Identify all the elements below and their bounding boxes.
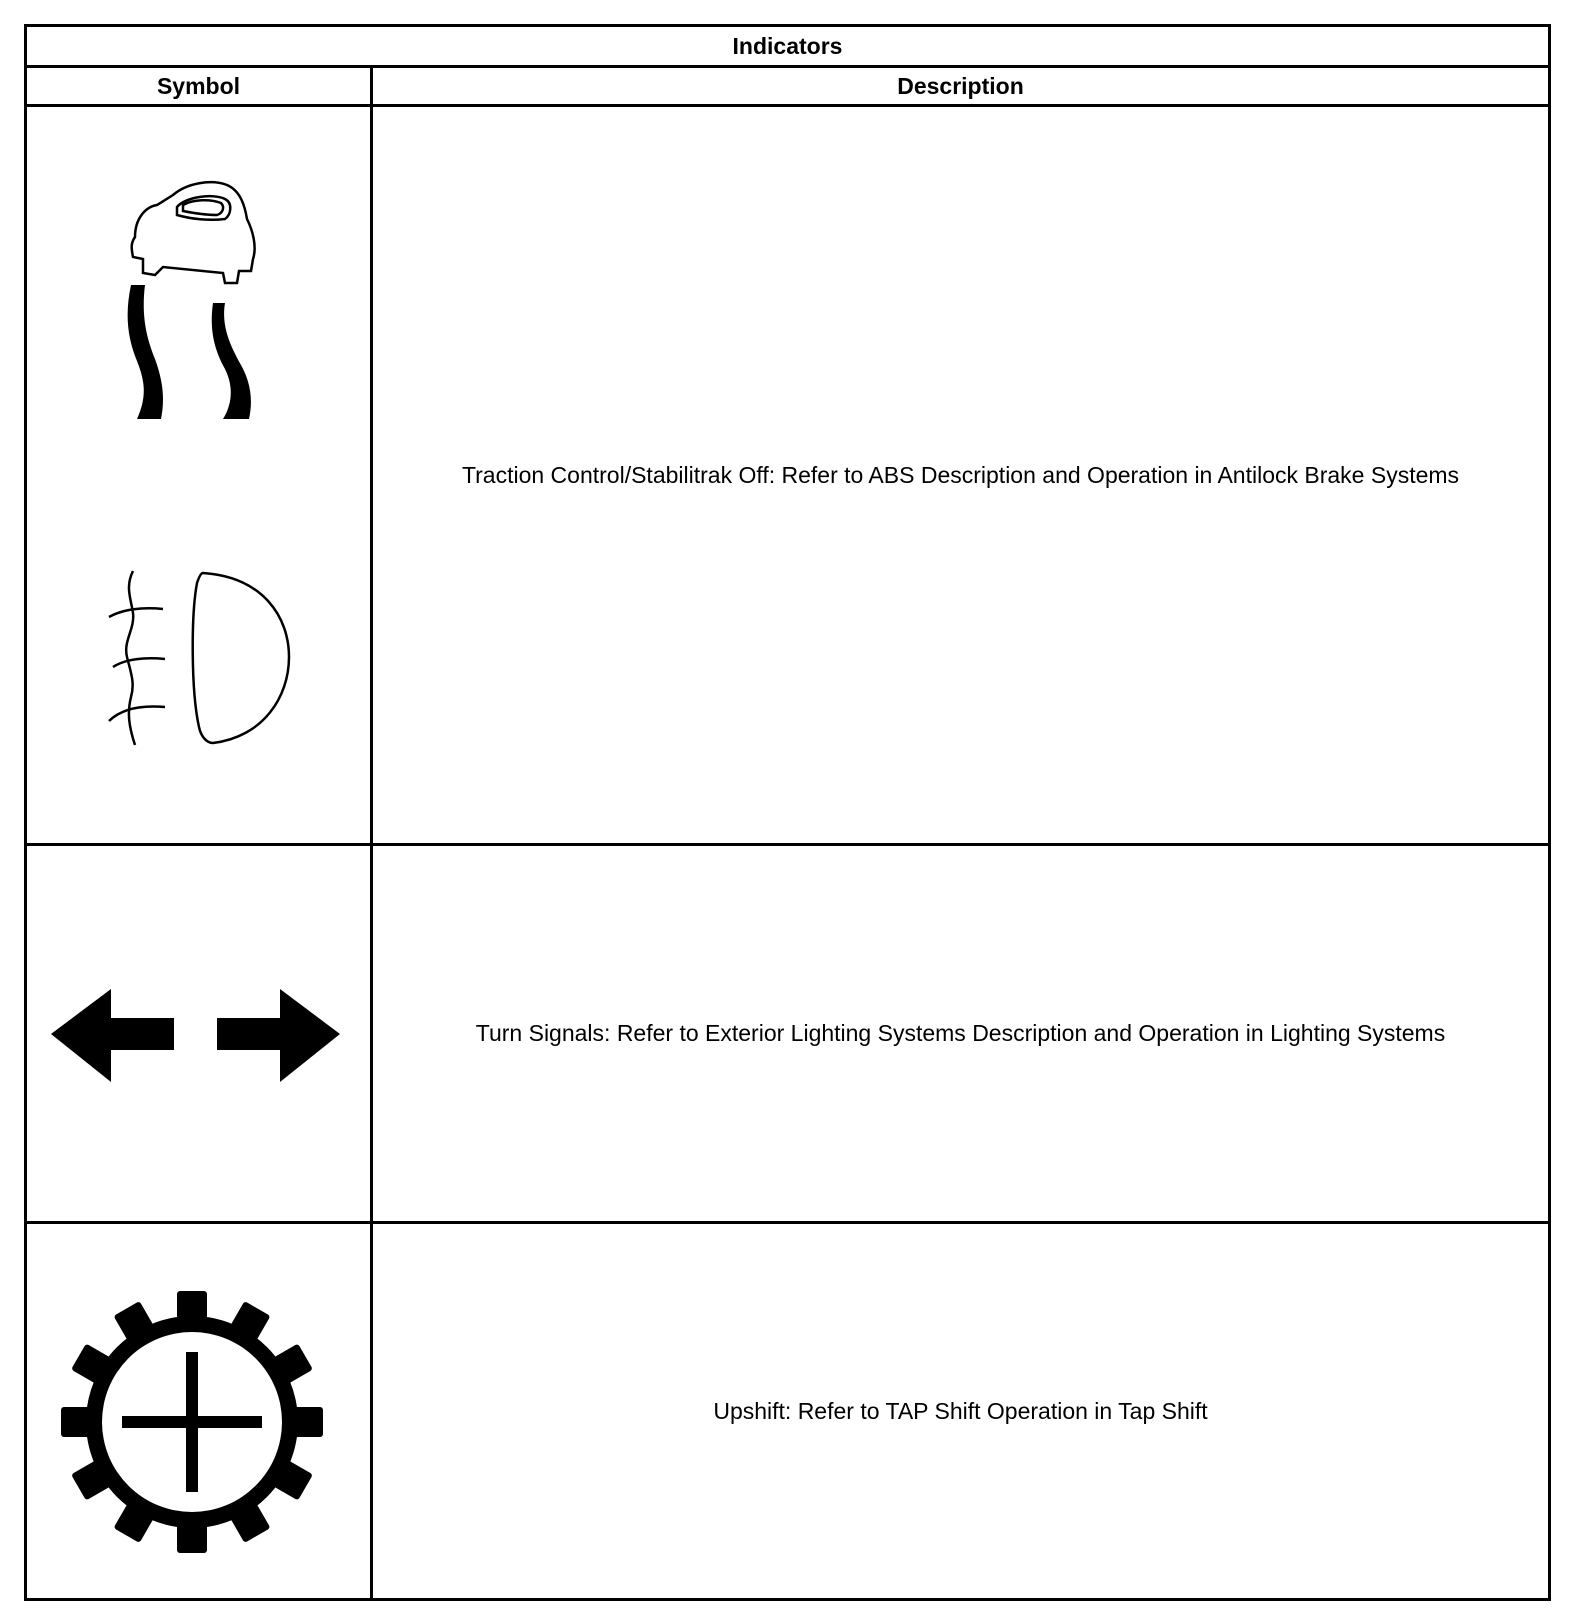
fog-lamp-icon [109, 571, 289, 745]
table-title: Indicators [26, 26, 1550, 67]
upshift-gear-icon [27, 1224, 369, 1598]
symbol-cell [26, 106, 372, 845]
turn-signals-icon [27, 846, 369, 1221]
description-cell: Upshift: Refer to TAP Shift Operation in Tap Shift [372, 1223, 1550, 1600]
symbol-cell [26, 845, 372, 1223]
description-cell: Traction Control/Stabilitrak Off: Refer to ABS Description and Operation in Antilock Brake Systems [372, 106, 1550, 845]
column-header-symbol: Symbol [26, 67, 372, 106]
right-arrow-icon [217, 989, 340, 1082]
symbol-cell [26, 1223, 372, 1600]
description-cell: Turn Signals: Refer to Exterior Lighting Systems Description and Operation in Lighting Systems [372, 845, 1550, 1223]
table-row [26, 845, 1550, 1223]
table-row [26, 106, 1550, 845]
column-header-description: Description [372, 67, 1550, 106]
traction-control-off-icon [128, 182, 255, 419]
table-row [26, 1223, 1550, 1600]
table-title-row [26, 26, 1550, 67]
indicators-table [24, 24, 1551, 1601]
table-header-row [26, 67, 1550, 106]
left-arrow-icon [51, 989, 174, 1082]
traction-fog-symbols [27, 107, 369, 843]
